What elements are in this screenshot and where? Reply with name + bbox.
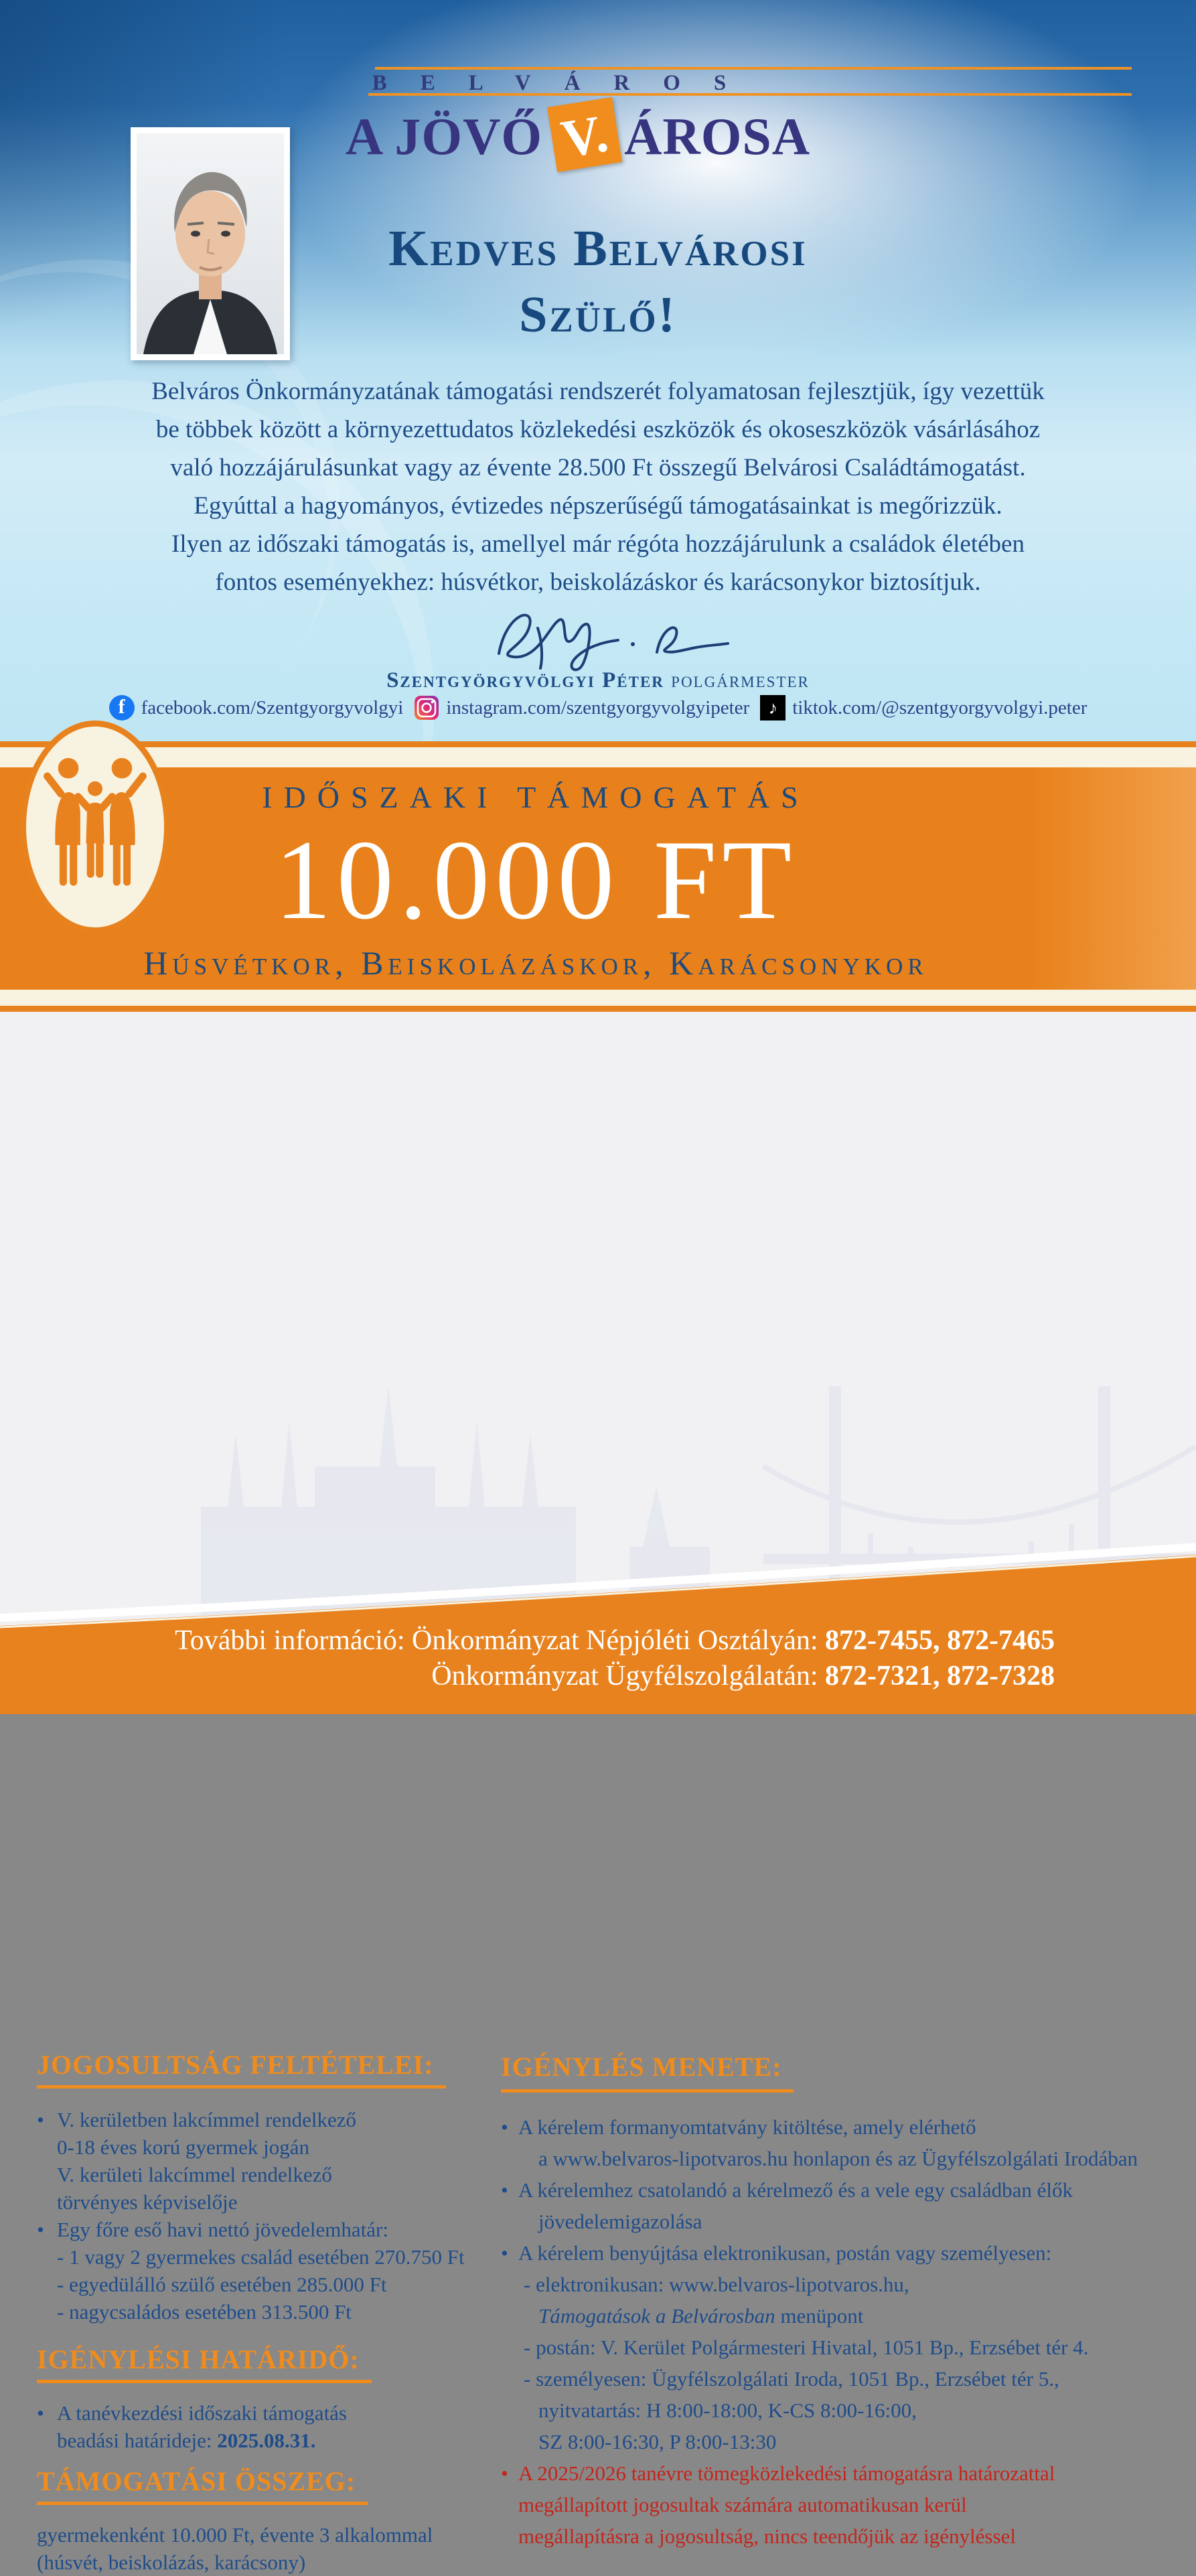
dash-marker: - [524, 2273, 531, 2296]
signer-title: polgármester [664, 668, 810, 692]
dash-marker: - [57, 2245, 64, 2269]
hero-section [0, 0, 1196, 741]
list-item [37, 2216, 506, 2243]
family-badge [20, 721, 170, 933]
facebook-link[interactable] [109, 695, 404, 721]
right-column [501, 2051, 1191, 2552]
notice-line: megállapított jogosultak számára automatikusan kerül [518, 2493, 967, 2516]
notice-line: megállapításra a jogosultság, nincs teendőjük az igényléssel [518, 2524, 1016, 2548]
tiktok-icon: ♪ [760, 695, 786, 721]
bullet-marker: • [501, 2241, 508, 2265]
banner-rule-bottom [0, 1006, 1196, 1012]
menu-path-line [501, 2300, 1191, 2332]
paragraph-line: Egyúttal a hagyományos, évtizedes népszerűségű támogatásainkat is megőrizzük. [194, 492, 1002, 520]
list-item [501, 2237, 1191, 2269]
facebook-handle: facebook.com/Szentgyorgyvolgyi [141, 696, 404, 718]
bullet-marker: • [501, 2178, 508, 2202]
dash-marker: - [524, 2367, 531, 2391]
list-item-text: A kérelemhez csatolandó a kérelmező és a vele egy családban élők [518, 2178, 1073, 2202]
list-item-text: V. kerületben lakcímmel rendelkező [57, 2108, 357, 2131]
brand-rule-top [375, 67, 1132, 70]
list-subitem-text: 1 vagy 2 gyermekes család esetében 270.750 Ft [64, 2245, 465, 2269]
deadline-line [37, 2427, 506, 2454]
list-item-text: A kérelem formanyomtatvány kitöltése, amely elérhető [518, 2115, 976, 2139]
signer-name: Szentgyörgyvölgyi Péter [386, 668, 664, 692]
left-heading-amount: TÁMOGATÁSI ÖSSZEG: [37, 2468, 368, 2505]
paragraph-line: fontos eseményekhez: húsvétkor, beiskolázáskor és karácsonykor biztosítjuk. [215, 569, 981, 596]
dash-marker: - [57, 2300, 64, 2324]
left-column [37, 2051, 506, 2576]
banner-kicker: IDŐSZAKI TÁMOGATÁS [262, 780, 810, 814]
paragraph-line: való hozzájárulásunkat vagy az évente 28.500 Ft összegű Belvárosi Családtámogatást. [170, 454, 1026, 481]
family-icon [38, 739, 152, 906]
left-heading-eligibility: JOGOSULTSÁG FELTÉTELEI: [37, 2051, 446, 2089]
hero-heading [0, 216, 1196, 348]
footer-line2-phones: 872-7321, 872-7328 [825, 1661, 1055, 1691]
list-subitem-text: postán: V. Kerület Polgármesteri Hivatal, 1051 Bp., Erzsébet tér 4. [530, 2336, 1089, 2359]
menu-path-italic: Támogatások a Belvárosban [538, 2304, 775, 2328]
list-item-cont: törvényes képviselője [57, 2190, 238, 2214]
hero-heading-line1: Kedves Belvárosi [388, 220, 808, 277]
list-item-text: A kérelem benyújtása elektronikusan, postán vagy személyesen: [518, 2241, 1052, 2265]
hero-heading-line2: Szülő! [519, 287, 677, 343]
dash-marker: - [524, 2336, 531, 2359]
right-heading-process: IGÉNYLÉS MENETE: [501, 2051, 794, 2093]
list-subitem-text: egyedülálló szülő esetében 285.000 Ft [64, 2273, 387, 2296]
instagram-handle: instagram.com/szentgyorgyvolgyipeter [446, 696, 750, 718]
instagram-link[interactable] [414, 695, 749, 721]
deadline-date: 2025.08.31. [217, 2429, 316, 2452]
bullet-marker: • [501, 2461, 508, 2485]
signature-image [457, 593, 739, 672]
signer-line [0, 668, 1196, 693]
amount-line: (húsvét, beiskolázás, karácsony) [37, 2551, 306, 2574]
social-row [0, 695, 1196, 721]
brand-v-badge: V. [547, 97, 622, 172]
list-subitem-text: nagycsaládos esetében 313.500 Ft [64, 2300, 352, 2324]
menu-path-rest: menüpont [775, 2304, 864, 2328]
list-item [37, 2399, 506, 2427]
list-subitem [501, 2269, 1191, 2300]
paragraph-line: Ilyen az időszaki támogatás is, amellyel már régóta hozzájárulunk a családok életében [171, 530, 1025, 558]
list-item [37, 2106, 506, 2133]
opening-hours-line: SZ 8:00-16:30, P 8:00-13:30 [538, 2430, 777, 2453]
opening-hours-line: nyitvatartás: H 8:00-18:00, K-CS 8:00-16:00, [538, 2399, 917, 2422]
bullet-marker: • [37, 2401, 44, 2425]
footer-line1-label: További információ: Önkormányzat Népjóléti Osztályán: [175, 1625, 826, 1656]
footer-line2-label: Önkormányzat Ügyfélszolgálatán: [431, 1661, 826, 1691]
list-subitem [37, 2243, 506, 2271]
list-item [501, 2111, 1191, 2143]
deadline-label: beadási határideje: [57, 2429, 218, 2452]
left-heading-deadline: IGÉNYLÉSI HATÁRIDŐ: [37, 2346, 372, 2383]
list-item-cont: V. kerületi lakcímmel rendelkező [57, 2163, 332, 2186]
notice-text: A 2025/2026 tanévre tömegközlekedési támogatásra határozattal [518, 2461, 1055, 2485]
hero-paragraph [0, 372, 1196, 601]
list-subitem-text: személyesen: Ügyfélszolgálati Iroda, 1051 Bp., Erzsébet tér 5., [530, 2367, 1059, 2391]
bullet-marker: • [37, 2218, 44, 2241]
banner-cream-bottom [0, 990, 1196, 1006]
list-subitem [501, 2363, 1191, 2395]
notice-line [501, 2457, 1191, 2489]
list-item-cont: a www.belvaros-lipotvaros.hu honlapon és az Ügyfélszolgálati Irodában [538, 2147, 1138, 2170]
paragraph-line: Belváros Önkormányzatának támogatási rendszerét folyamatosan fejlesztjük, így vezettük [151, 378, 1045, 405]
tiktok-handle: tiktok.com/@szentgyorgyvolgyi.peter [792, 696, 1088, 718]
banner-rule-top [0, 741, 1196, 747]
list-subitem [37, 2271, 506, 2298]
bullet-marker: • [37, 2108, 44, 2131]
footer-line1 [0, 1623, 1055, 1659]
list-subitem [37, 2298, 506, 2326]
dash-marker: - [57, 2273, 64, 2296]
amount-line: gyermekenként 10.000 Ft, évente 3 alkalommal [37, 2523, 433, 2547]
banner-amount: 10.000 FT [274, 817, 798, 943]
instagram-icon [414, 695, 439, 721]
bullet-marker: • [501, 2115, 508, 2139]
banner-text [80, 767, 991, 982]
list-subitem [501, 2332, 1191, 2363]
footer-line1-phones: 872-7455, 872-7465 [825, 1625, 1055, 1656]
paragraph-line: be többek között a környezettudatos közlekedési eszközök és okoseszközök vásárlásához [155, 416, 1041, 443]
banner-cream-top [0, 747, 1196, 767]
list-item-text: Egy főre eső havi nettó jövedelemhatár: [57, 2218, 388, 2241]
footer-line2 [0, 1659, 1055, 1694]
facebook-icon: f [109, 695, 135, 721]
tiktok-link[interactable] [760, 695, 1087, 721]
list-item [501, 2174, 1191, 2206]
list-subitem-text: elektronikusan: www.belvaros-lipotvaros.hu, [530, 2273, 909, 2296]
list-item-cont: 0-18 éves korú gyermek jogán [57, 2135, 310, 2159]
banner-occasions: Húsvétkor, Beiskolázáskor, Karácsonykor [143, 944, 928, 982]
list-item-text: A tanévkezdési időszaki támogatás [57, 2401, 348, 2425]
footer-contact [0, 1623, 1055, 1694]
list-item-cont: jövedelemigazolása [538, 2210, 702, 2233]
brand-belvaros: BELVÁROS [372, 71, 760, 95]
brand-logo-left: A JÖVŐ [345, 107, 543, 165]
brand-logo-right: ÁROSA [624, 107, 811, 165]
